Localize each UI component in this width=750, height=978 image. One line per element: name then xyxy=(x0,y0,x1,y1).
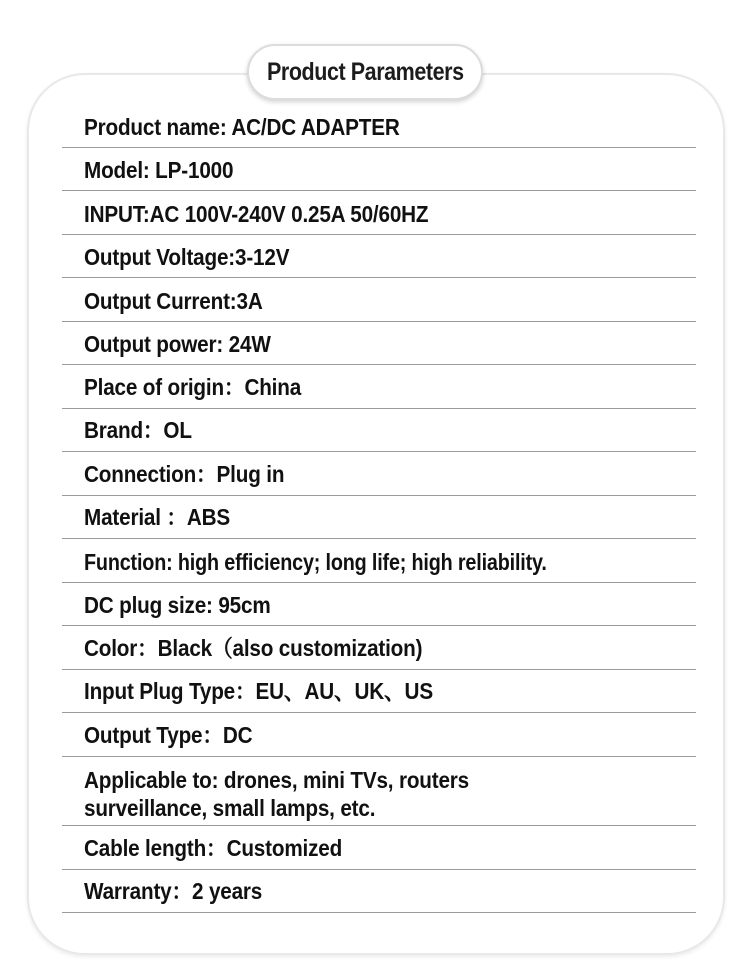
list-item xyxy=(62,148,696,192)
list-item xyxy=(62,713,696,757)
list-item xyxy=(62,191,696,235)
list-item xyxy=(62,365,696,409)
param-brand: Brand：OL xyxy=(84,417,192,443)
list-item xyxy=(62,322,696,366)
param-dc-plug-size: DC plug size: 95cm xyxy=(84,592,271,618)
list-item xyxy=(62,104,696,148)
param-color: Color：Black（also customization) xyxy=(84,634,423,661)
param-warranty: Warranty：2 years xyxy=(84,878,263,904)
param-output-type: Output Type：DC xyxy=(84,721,253,748)
list-item xyxy=(62,626,696,670)
list-item xyxy=(62,452,696,496)
param-place-of-origin: Place of origin：China xyxy=(84,373,302,400)
page-title: Product Parameters xyxy=(266,57,464,86)
list-item xyxy=(62,870,696,914)
list-item xyxy=(62,670,696,714)
param-input: INPUT:AC 100V-240V 0.25A 50/60HZ xyxy=(84,200,429,227)
param-applicable-to-cont: surveillance, small lamps, etc. xyxy=(84,795,376,821)
param-applicable-to: Applicable to: drones, mini TVs, routers xyxy=(84,767,470,793)
param-material: Material ：ABS xyxy=(84,504,231,530)
list-item xyxy=(62,235,696,279)
param-model: Model: LP-1000 xyxy=(84,157,234,183)
param-function: Function: high efficiency; long life; high reliability. xyxy=(84,548,547,575)
param-output-power: Output power: 24W xyxy=(84,331,271,357)
list-item xyxy=(62,795,696,826)
param-product-name: Product name: AC/DC ADAPTER xyxy=(84,113,400,140)
parameter-list xyxy=(62,104,696,913)
list-item xyxy=(62,826,696,870)
param-input-plug-type: Input Plug Type：EU、AU、UK、US xyxy=(84,678,433,704)
title-badge xyxy=(247,44,483,100)
list-item xyxy=(62,583,696,627)
list-item xyxy=(62,496,696,540)
list-item xyxy=(62,539,696,583)
param-cable-length: Cable length：Customized xyxy=(84,834,343,861)
param-connection: Connection：Plug in xyxy=(84,460,285,487)
param-output-voltage: Output Voltage:3-12V xyxy=(84,244,290,270)
list-item xyxy=(62,757,696,801)
list-item xyxy=(62,278,696,322)
param-output-current: Output Current:3A xyxy=(84,287,263,314)
list-item xyxy=(62,409,696,453)
